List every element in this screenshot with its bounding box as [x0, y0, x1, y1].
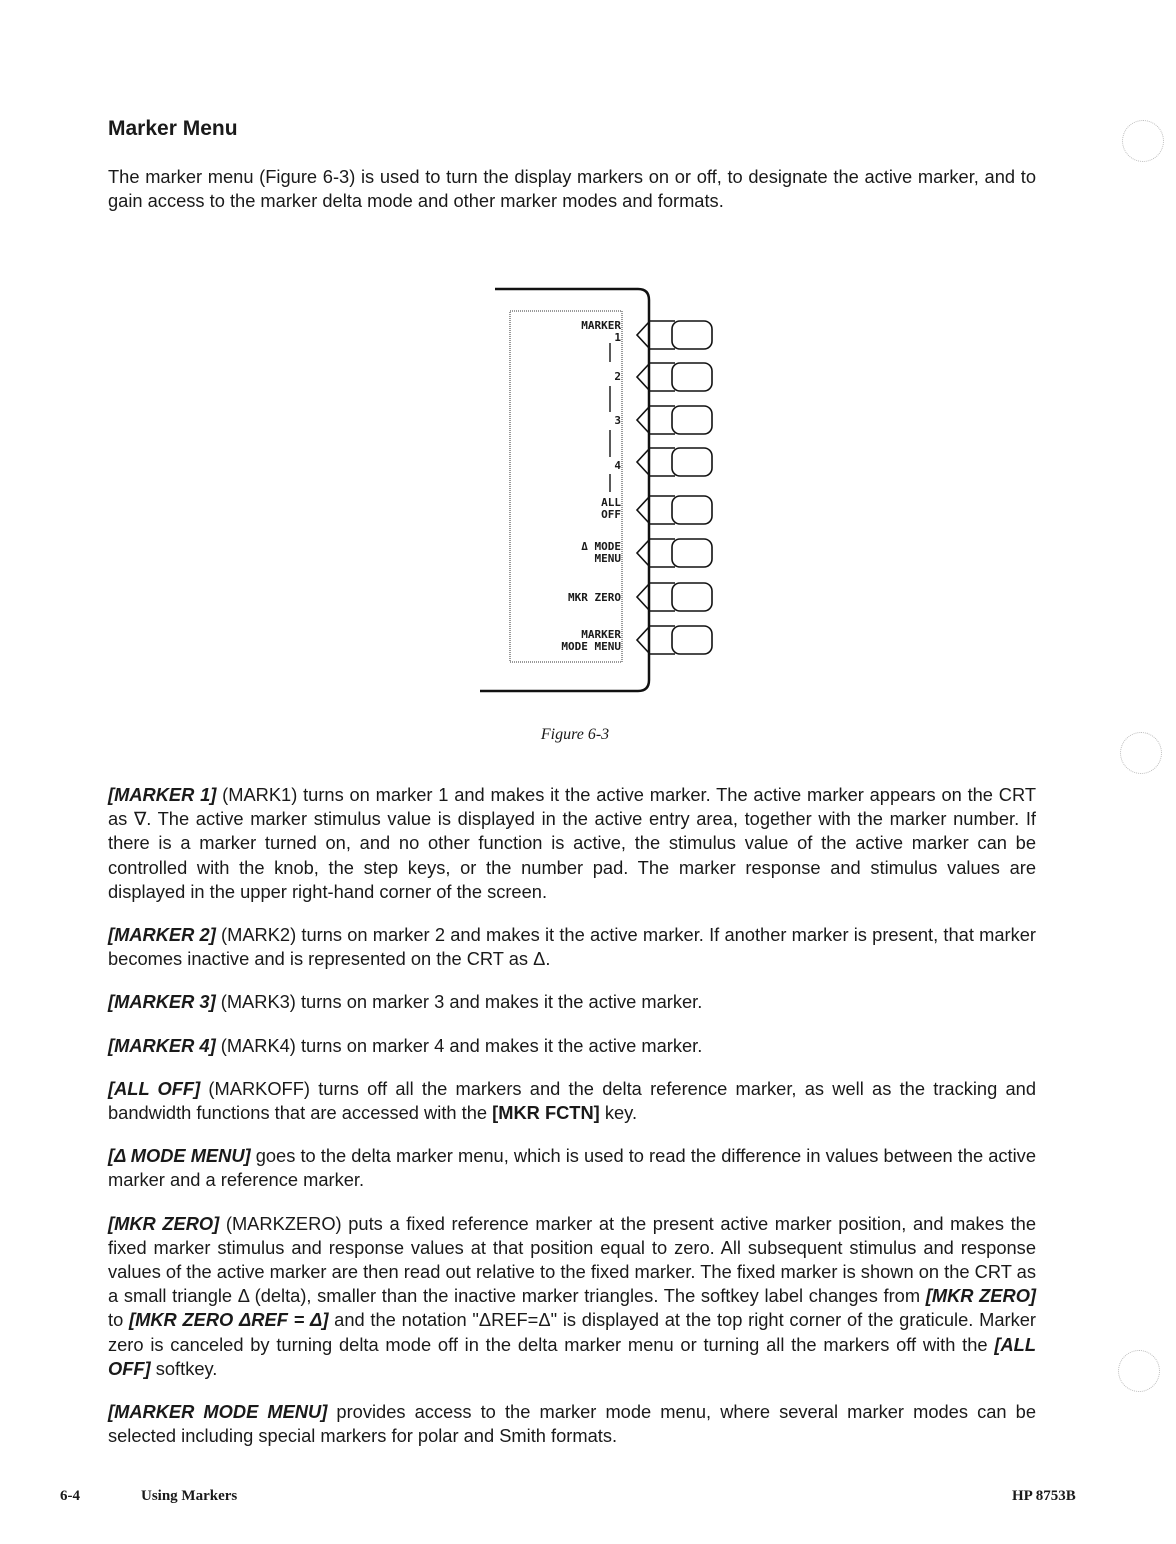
softkey-label-line: OFF	[601, 508, 621, 521]
softkey-label-line: MARKER	[581, 319, 621, 332]
punch-hole	[1122, 120, 1164, 162]
softkey-key[interactable]	[672, 448, 712, 476]
description: softkey.	[150, 1357, 218, 1379]
softkey-name: [MARKER 2]	[108, 924, 216, 946]
punch-hole	[1118, 1350, 1160, 1392]
punch-hole	[1120, 732, 1162, 774]
description: goes to the delta marker menu, which is used to read the difference in values between the active marker and a reference marker.	[108, 1145, 1036, 1191]
softkey-name: [MKR ZERO ΔREF = Δ]	[129, 1309, 329, 1331]
description: (MARKOFF) turns off all the markers and the delta reference marker, as well as the tracking and bandwidth functions that are accessed with the	[108, 1077, 1036, 1124]
description: (MARK1) turns on marker 1 and makes it the active marker. The active marker appears on the CRT as ∇. The active marker stimulus value is displayed in the active entry area, together with the marker number. If there is a marker turned on, and no other function is active, the stimulus value of the active marker can be controlled with the knob, the step keys, or the number pad. The marker response and stimulus values are displayed in the upper right-hand corner of the screen.	[108, 784, 1036, 902]
softkey-label-all-off	[601, 497, 621, 521]
figure-softkey-panel	[0, 0, 1176, 720]
softkey-name: [MARKER 1]	[108, 784, 217, 805]
softkey-button[interactable]	[637, 448, 712, 476]
softkey-label-line: Δ MODE	[581, 540, 621, 553]
softkey-button[interactable]	[637, 626, 712, 654]
description: (MARK4) turns on marker 4 and makes it the active marker.	[215, 1034, 703, 1056]
description: (MARK3) turns on marker 3 and makes it the active marker.	[215, 991, 703, 1013]
softkey-key[interactable]	[672, 321, 712, 349]
body-text	[108, 783, 1036, 1467]
softkey-name: [MKR ZERO]	[108, 1212, 220, 1234]
softkey-key[interactable]	[672, 496, 712, 524]
paragraph-marker-2	[108, 923, 1036, 971]
page-number: 6-4	[60, 1488, 80, 1504]
description: (MARKZERO) puts a fixed reference marker at the present active marker position, and makes the fixed marker stimulus and response values at that position equal to zero. All subsequent stimulus and response values of the active marker are then read out relative to the fixed marker. The fixed marker is shown on the CRT as a small triangle Δ (delta), smaller than the inactive marker triangles. The softkey label changes from	[108, 1212, 1037, 1307]
softkey-label-marker-2: 2	[614, 370, 621, 383]
softkey-key[interactable]	[672, 539, 712, 567]
description: key.	[599, 1102, 638, 1124]
softkey-label-line: ALL	[601, 496, 621, 509]
softkey-label-mkr-zero: MKR ZERO	[568, 591, 621, 604]
softkey-name: [MARKER 4]	[108, 1034, 216, 1056]
softkey-pointer-icon	[637, 363, 675, 391]
softkey-button[interactable]	[637, 496, 712, 524]
section-heading: Marker Menu	[108, 117, 238, 140]
softkey-name: [ALL OFF]	[108, 1333, 1036, 1379]
paragraph-marker-1	[108, 783, 1036, 904]
figure-caption: Figure 6-3	[540, 726, 610, 743]
softkey-pointer-icon	[637, 583, 675, 611]
hardkey-name: [MKR FCTN]	[492, 1102, 600, 1124]
softkey-label-line: MENU	[594, 552, 621, 565]
description: to	[108, 1309, 130, 1331]
softkey-label-marker-mode-menu	[561, 629, 621, 653]
softkey-label-delta-mode-menu	[581, 541, 621, 565]
paragraph-delta-mode-menu	[108, 1144, 1036, 1192]
paragraph-marker-3	[108, 990, 1036, 1014]
softkey-button[interactable]	[637, 583, 712, 611]
paragraph-all-off	[108, 1077, 1036, 1125]
softkey-key[interactable]	[672, 583, 712, 611]
softkey-label-line: MARKER	[581, 628, 621, 641]
softkey-pointer-icon	[637, 539, 675, 567]
paragraph-mkr-zero	[108, 1212, 1036, 1381]
softkey-label-line: 1	[614, 331, 621, 344]
softkey-pointer-icon	[637, 406, 675, 434]
softkey-button[interactable]	[637, 406, 712, 434]
description: (MARK2) turns on marker 2 and makes it the active marker. If another marker is present, that marker becomes inactive and is represented on the CRT as Δ.	[108, 924, 1037, 970]
softkey-pointer-icon	[637, 448, 675, 476]
softkey-key[interactable]	[672, 406, 712, 434]
footer-product: HP 8753B	[1012, 1488, 1076, 1504]
description: provides access to the marker mode menu, where several marker modes can be selected including special markers for polar and Smith formats.	[108, 1401, 1037, 1447]
softkey-panel-drawing	[0, 0, 1176, 720]
intro-paragraph: The marker menu (Figure 6-3) is used to turn the display markers on or off, to designate the active marker, and to gain access to the marker delta mode and other marker modes and formats.	[108, 166, 1036, 211]
softkey-pointer-icon	[637, 496, 675, 524]
softkey-pointer-icon	[637, 321, 675, 349]
softkey-name: [MKR ZERO]	[925, 1285, 1036, 1307]
paragraph-marker-4	[108, 1034, 1036, 1058]
softkey-button[interactable]	[637, 363, 712, 391]
softkey-button[interactable]	[637, 321, 712, 349]
softkey-button[interactable]	[637, 539, 712, 567]
softkey-name: [MARKER 3]	[108, 991, 216, 1013]
softkey-label-marker-1	[581, 320, 621, 344]
softkey-name: [Δ MODE MENU]	[108, 1145, 251, 1167]
description: and the notation "ΔREF=Δ" is displayed at the top right corner of the graticule. Marker zero is canceled by turning delta mode off in the delta marker menu or turning all the markers off with the	[108, 1309, 1036, 1355]
paragraph-marker-mode-menu	[108, 1400, 1036, 1448]
softkey-key[interactable]	[672, 626, 712, 654]
softkey-label-marker-4: 4	[614, 459, 621, 472]
softkey-key[interactable]	[672, 363, 712, 391]
softkey-label-marker-3: 3	[614, 414, 621, 427]
footer-section: Using Markers	[141, 1488, 238, 1504]
softkey-pointer-icon	[637, 626, 675, 654]
softkey-name: [MARKER MODE MENU]	[108, 1401, 328, 1423]
softkey-label-line: MODE MENU	[561, 640, 621, 653]
softkey-name: [ALL OFF]	[108, 1077, 201, 1099]
